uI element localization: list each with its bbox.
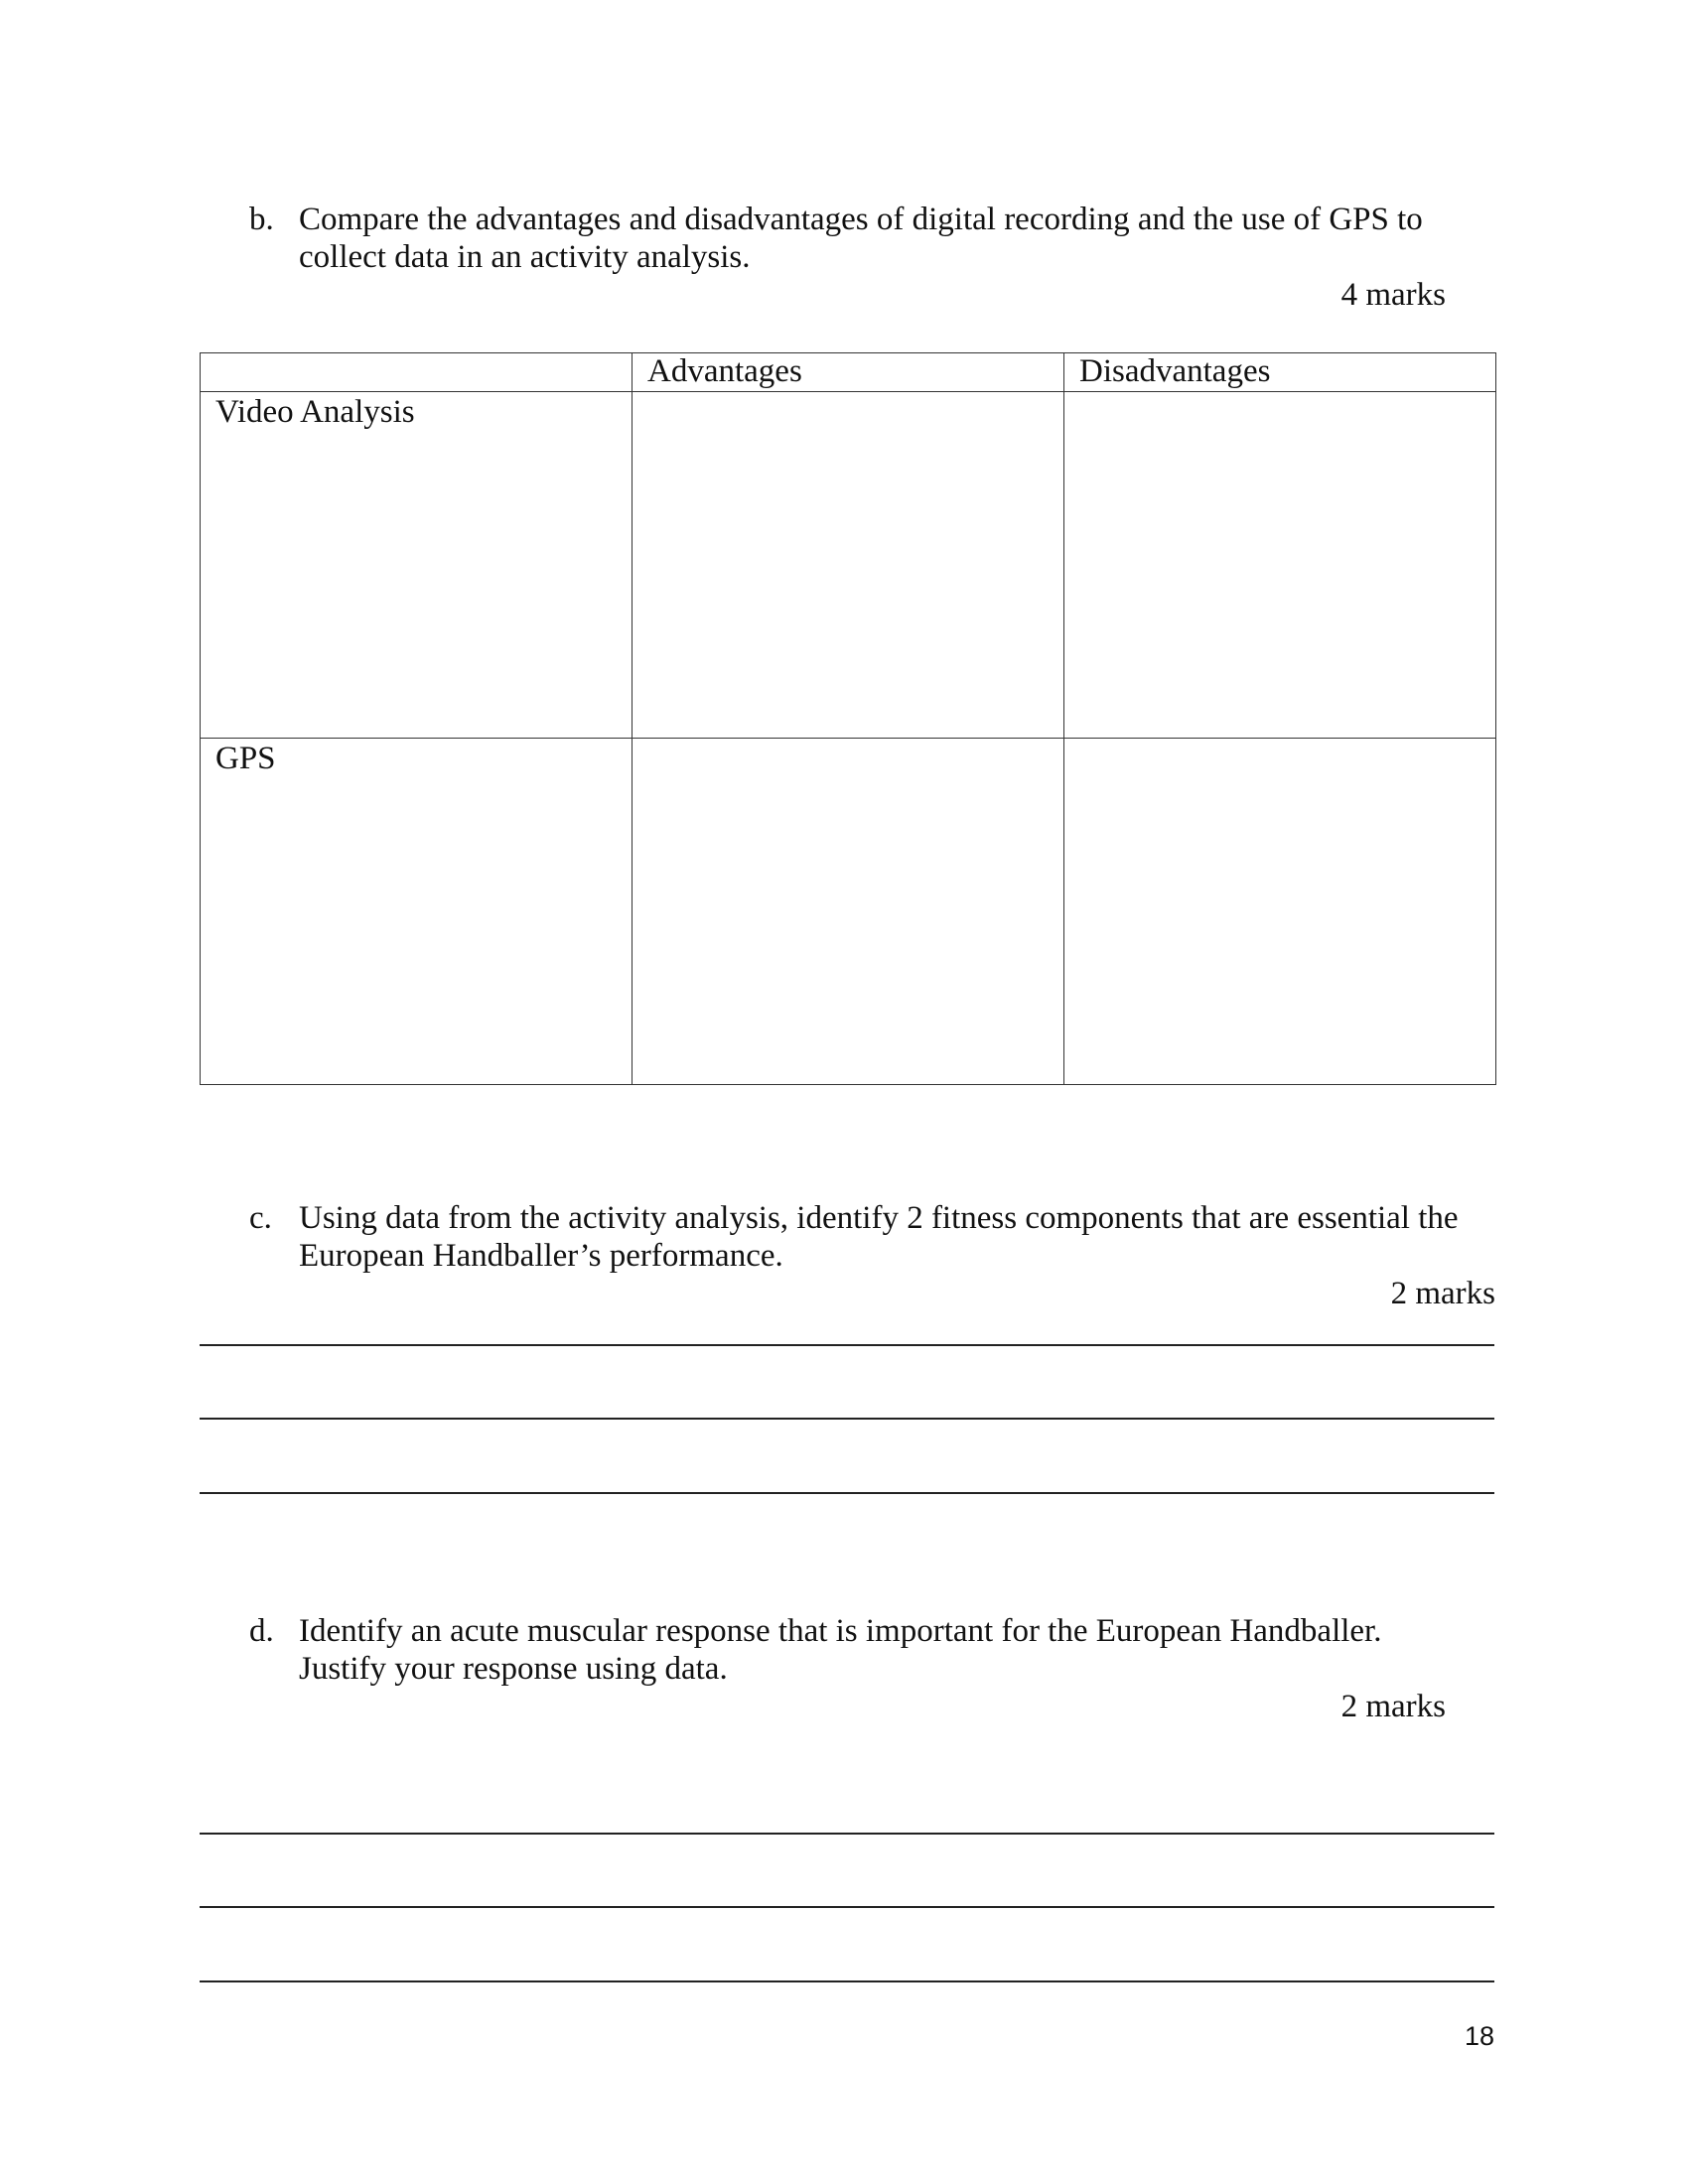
question-b-letter: b. [249, 202, 274, 237]
answer-line-d-1[interactable] [200, 1833, 1494, 1835]
table-header-empty [201, 353, 633, 392]
question-c-line-2: European Handballer’s performance. [299, 1238, 783, 1274]
answer-line-c-1[interactable] [200, 1344, 1494, 1346]
question-c-letter: c. [249, 1200, 272, 1236]
question-b-line-1: Compare the advantages and disadvantages of digital recording and the use of GPS to [299, 202, 1423, 237]
table-row-gps [201, 739, 1496, 1085]
answer-line-c-3[interactable] [200, 1492, 1494, 1494]
question-d-letter: d. [249, 1613, 274, 1649]
table-row-video-analysis [201, 392, 1496, 739]
question-d-line-1: Identify an acute muscular response that is important for the European Handballer. [299, 1613, 1382, 1649]
row-label-video-analysis: Video Analysis [201, 392, 633, 739]
question-c-marks: 2 marks [1390, 1276, 1495, 1311]
question-b-line-2: collect data in an activity analysis. [299, 239, 751, 275]
gps-disadvantages-cell[interactable] [1064, 739, 1496, 1085]
question-d-marks: 2 marks [1340, 1689, 1446, 1724]
table-header-row [201, 353, 1496, 392]
table-header-disadvantages: Disadvantages [1064, 353, 1496, 392]
answer-line-d-2[interactable] [200, 1906, 1494, 1908]
table-header-advantages: Advantages [633, 353, 1064, 392]
question-c-line-1: Using data from the activity analysis, identify 2 fitness components that are essential the [299, 1200, 1459, 1236]
question-d-line-2: Justify your response using data. [299, 1651, 728, 1687]
question-b-marks: 4 marks [1340, 277, 1446, 313]
row-label-gps: GPS [201, 739, 633, 1085]
answer-line-c-2[interactable] [200, 1418, 1494, 1420]
answer-line-d-3[interactable] [200, 1980, 1494, 1982]
video-advantages-cell[interactable] [633, 392, 1064, 739]
page-number: 18 [1464, 2021, 1494, 2051]
comparison-table [200, 352, 1496, 1085]
video-disadvantages-cell[interactable] [1064, 392, 1496, 739]
gps-advantages-cell[interactable] [633, 739, 1064, 1085]
